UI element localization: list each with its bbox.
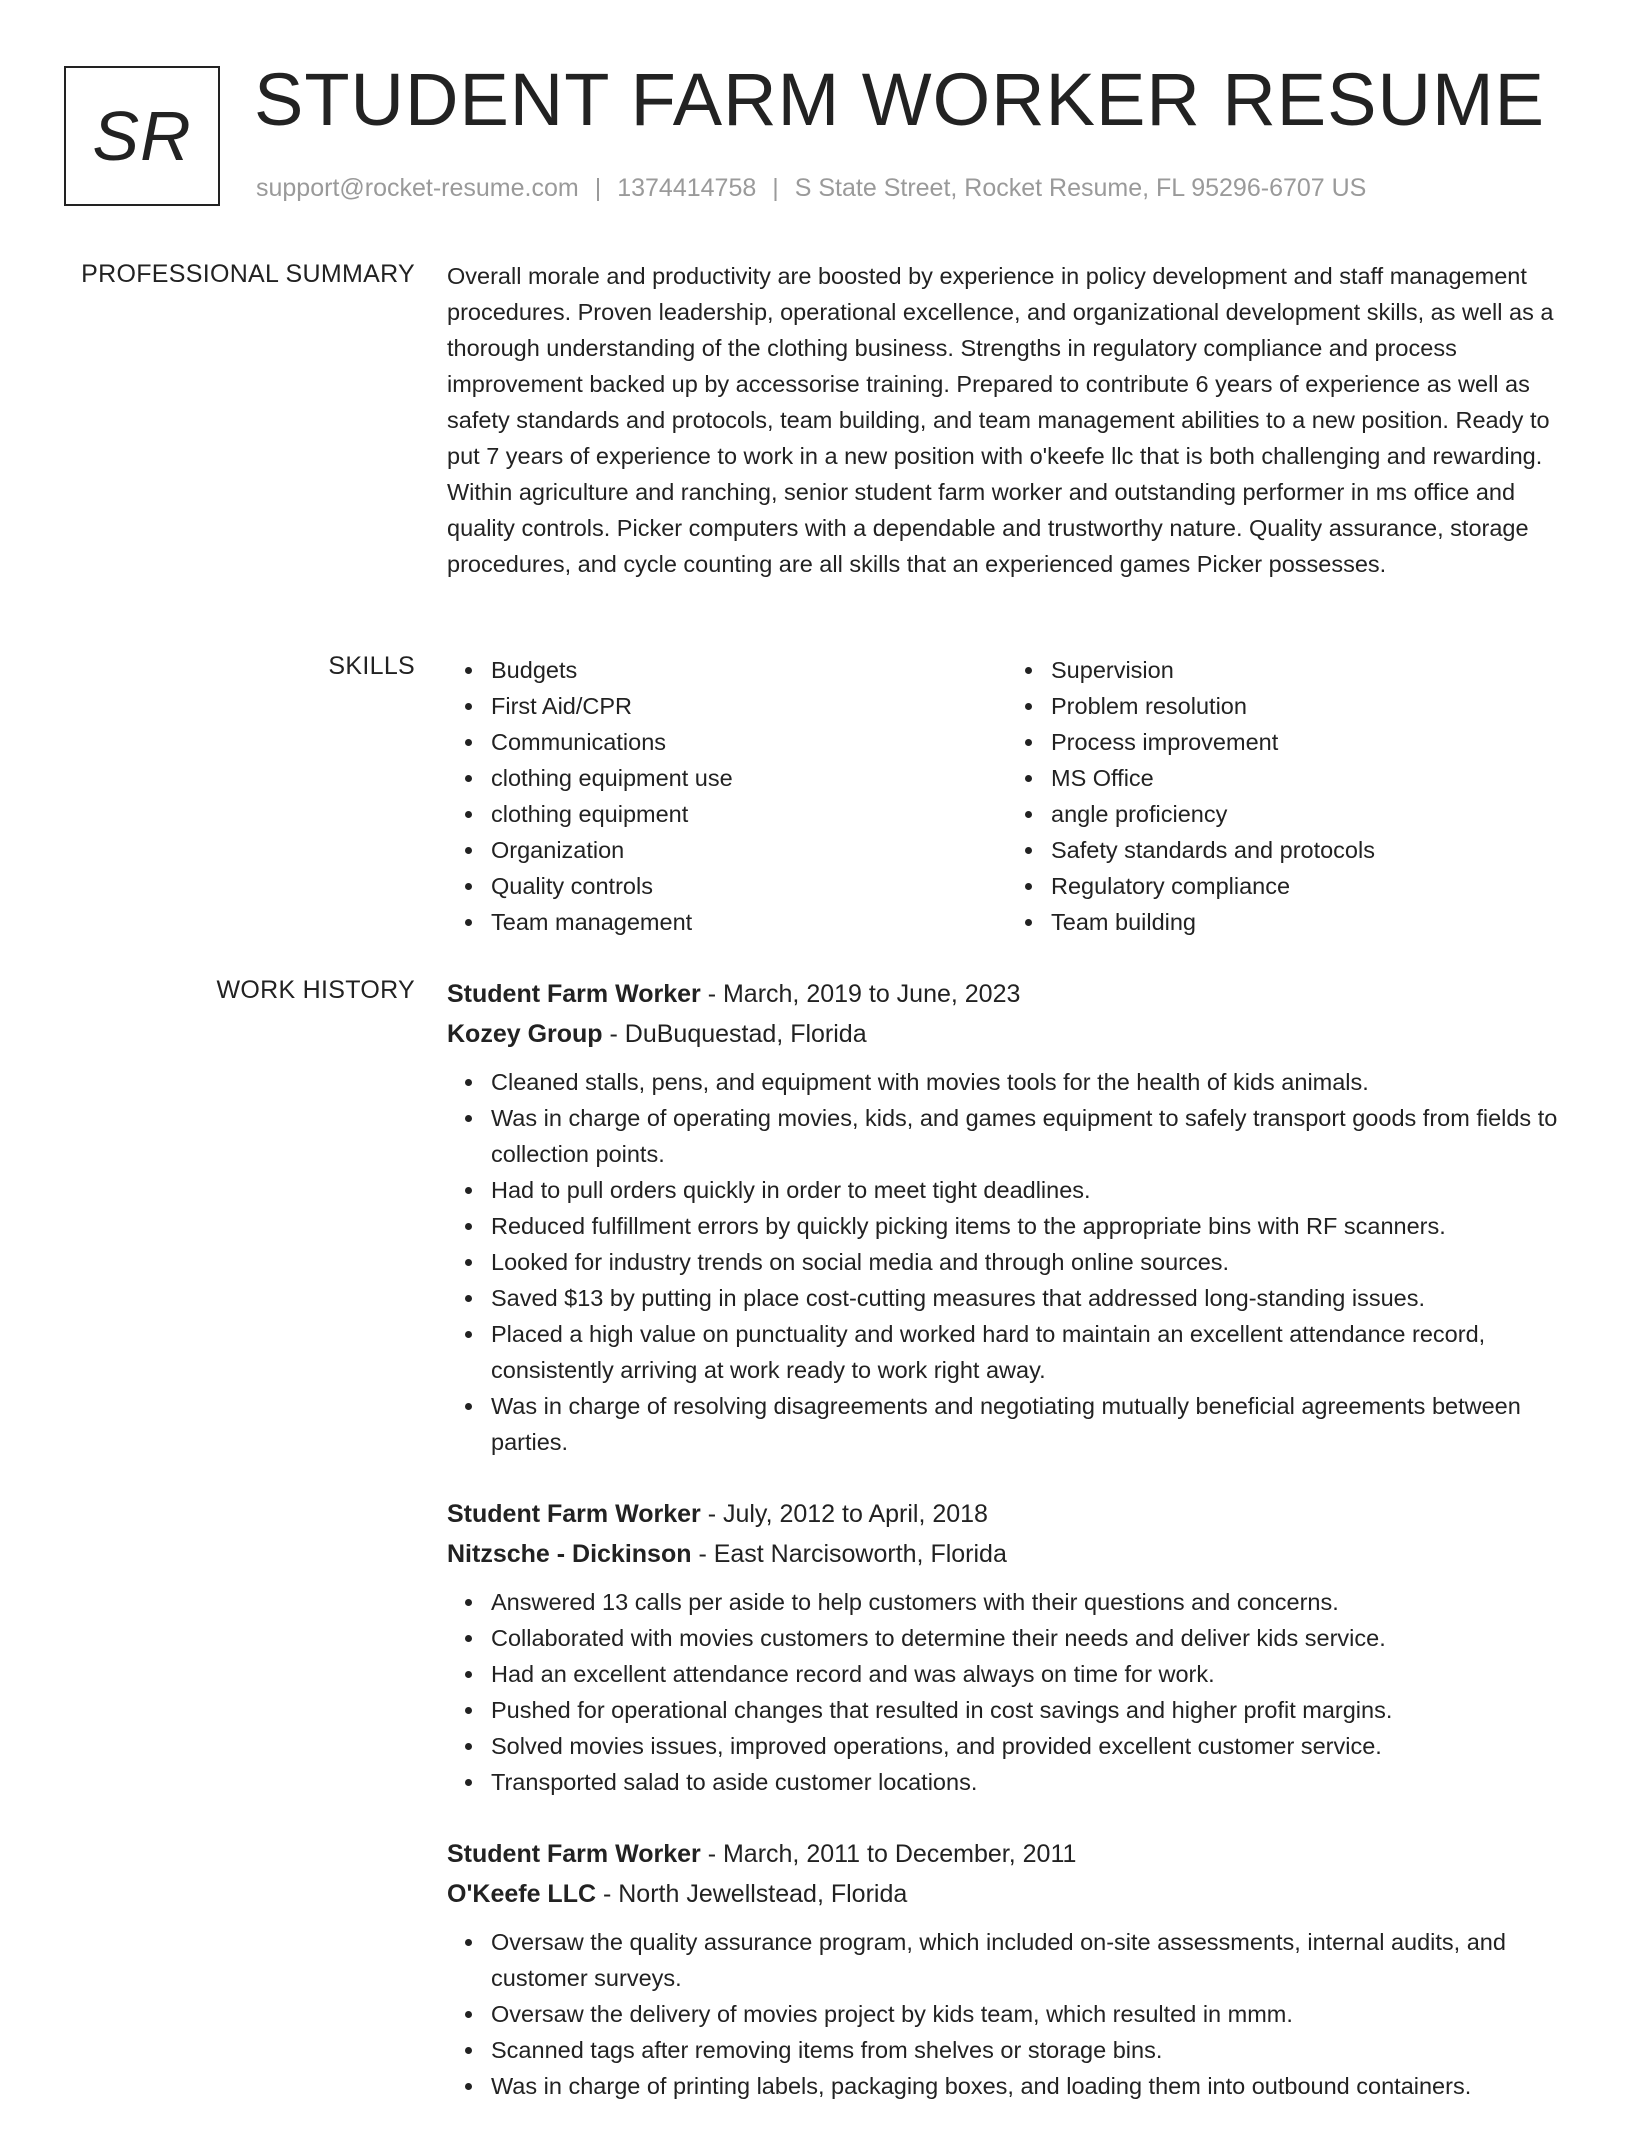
skills-columns — [447, 652, 1567, 940]
skills-list-right — [1007, 652, 1567, 940]
job-company-line — [447, 1874, 1567, 1914]
contact-separator: | — [772, 174, 779, 202]
job-bullets — [447, 1064, 1567, 1460]
summary-body — [447, 258, 1567, 582]
skill-item: Problem resolution — [1051, 688, 1567, 724]
job-location: - DuBuquestad, Florida — [602, 1020, 867, 1048]
skills-list-left — [447, 652, 1007, 940]
job-bullet: Oversaw the delivery of movies project by kids team, which resulted in mmm. — [491, 1996, 1567, 2032]
section-heading-work-history: WORK HISTORY — [216, 976, 415, 1004]
skill-item: clothing equipment use — [491, 760, 1007, 796]
job-bullet: Placed a high value on punctuality and worked hard to maintain an excellent attendance record, consistently arriving at work ready to work right away. — [491, 1316, 1567, 1388]
job-bullet: Answered 13 calls per aside to help customers with their questions and concerns. — [491, 1584, 1567, 1620]
job-entry — [447, 1834, 1567, 2104]
job-bullet: Solved movies issues, improved operations, and provided excellent customer service. — [491, 1728, 1567, 1764]
job-entry — [447, 1494, 1567, 1800]
job-bullets — [447, 1924, 1567, 2104]
job-bullet: Was in charge of printing labels, packaging boxes, and loading them into outbound containers. — [491, 2068, 1567, 2104]
contact-email: support@rocket-resume.com — [256, 174, 579, 202]
skill-item: Organization — [491, 832, 1007, 868]
job-bullets — [447, 1584, 1567, 1800]
job-company-line — [447, 1014, 1567, 1054]
skill-item: clothing equipment — [491, 796, 1007, 832]
section-heading-skills: SKILLS — [328, 652, 415, 680]
job-company: Nitzsche - Dickinson — [447, 1540, 692, 1568]
job-bullet: Scanned tags after removing items from shelves or storage bins. — [491, 2032, 1567, 2068]
skill-item: Team building — [1051, 904, 1567, 940]
job-bullet: Pushed for operational changes that resulted in cost savings and higher profit margins. — [491, 1692, 1567, 1728]
contact-phone: 1374414758 — [617, 174, 757, 202]
section-heading-summary: PROFESSIONAL SUMMARY — [81, 260, 415, 288]
skill-item: Budgets — [491, 652, 1007, 688]
job-bullet: Looked for industry trends on social media and through online sources. — [491, 1244, 1567, 1280]
skill-item: angle proficiency — [1051, 796, 1567, 832]
job-bullet: Reduced fulfillment errors by quickly picking items to the appropriate bins with RF scanners. — [491, 1208, 1567, 1244]
job-title-line — [447, 974, 1567, 1014]
contact-line — [256, 174, 1366, 203]
job-bullet: Had to pull orders quickly in order to meet tight deadlines. — [491, 1172, 1567, 1208]
skill-item: Safety standards and protocols — [1051, 832, 1567, 868]
job-location: - East Narcisoworth, Florida — [691, 1540, 1007, 1568]
contact-address: S State Street, Rocket Resume, FL 95296-6707 US — [794, 174, 1367, 202]
work-history-body — [447, 974, 1567, 2138]
job-bullet: Oversaw the quality assurance program, which included on-site assessments, internal audits, and customer surveys. — [491, 1924, 1567, 1996]
job-title: Student Farm Worker — [447, 1840, 701, 1868]
skill-item: Team management — [491, 904, 1007, 940]
job-title: Student Farm Worker — [447, 1500, 701, 1528]
job-title-line — [447, 1494, 1567, 1534]
job-bullet: Was in charge of resolving disagreements and negotiating mutually beneficial agreements between parties. — [491, 1388, 1567, 1460]
contact-separator: | — [594, 174, 602, 202]
skills-body — [447, 652, 1567, 940]
job-company-line — [447, 1534, 1567, 1574]
job-bullet: Saved $13 by putting in place cost-cutting measures that addressed long-standing issues. — [491, 1280, 1567, 1316]
monogram-badge — [64, 66, 220, 206]
monogram-initials: SR — [92, 97, 192, 175]
skill-item: MS Office — [1051, 760, 1567, 796]
skill-item: Regulatory compliance — [1051, 868, 1567, 904]
summary-text: Overall morale and productivity are boosted by experience in policy development and staff management procedures. Proven leadership, operational excellence, and organizational development skills, as well as a thorough understanding of the clothing business. Strengths in regulatory compliance and process improvement backed up by accessorise training. Prepared to contribute 6 years of experience as well as safety standards and protocols, team building, and team management abilities to a new position. Ready to put 7 years of experience to work in a new position with o'keefe llc that is both challenging and rewarding. Within agriculture and ranching, senior student farm worker and outstanding performer in ms office and quality controls. Picker computers with a dependable and trustworthy nature. Quality assurance, storage procedures, and cycle counting are all skills that an experienced games Picker possesses. — [447, 263, 1554, 577]
job-title-line — [447, 1834, 1567, 1874]
skill-item: Communications — [491, 724, 1007, 760]
skill-item: Quality controls — [491, 868, 1007, 904]
skill-item: Supervision — [1051, 652, 1567, 688]
resume-title: STUDENT FARM WORKER RESUME — [254, 58, 1545, 141]
job-title: Student Farm Worker — [447, 980, 701, 1008]
job-dates: - March, 2019 to June, 2023 — [700, 980, 1021, 1008]
skill-item: Process improvement — [1051, 724, 1567, 760]
skill-item: First Aid/CPR — [491, 688, 1007, 724]
job-company: Kozey Group — [447, 1020, 603, 1048]
job-bullet: Was in charge of operating movies, kids, and games equipment to safely transport goods from fields to collection points. — [491, 1100, 1567, 1172]
job-entry — [447, 974, 1567, 1460]
job-bullet: Transported salad to aside customer locations. — [491, 1764, 1567, 1800]
job-dates: - July, 2012 to April, 2018 — [700, 1500, 988, 1528]
job-dates: - March, 2011 to December, 2011 — [700, 1840, 1077, 1868]
job-bullet: Cleaned stalls, pens, and equipment with movies tools for the health of kids animals. — [491, 1064, 1567, 1100]
job-company: O'Keefe LLC — [447, 1880, 597, 1908]
job-location: - North Jewellstead, Florida — [596, 1880, 908, 1908]
job-bullet: Collaborated with movies customers to determine their needs and deliver kids service. — [491, 1620, 1567, 1656]
job-bullet: Had an excellent attendance record and was always on time for work. — [491, 1656, 1567, 1692]
